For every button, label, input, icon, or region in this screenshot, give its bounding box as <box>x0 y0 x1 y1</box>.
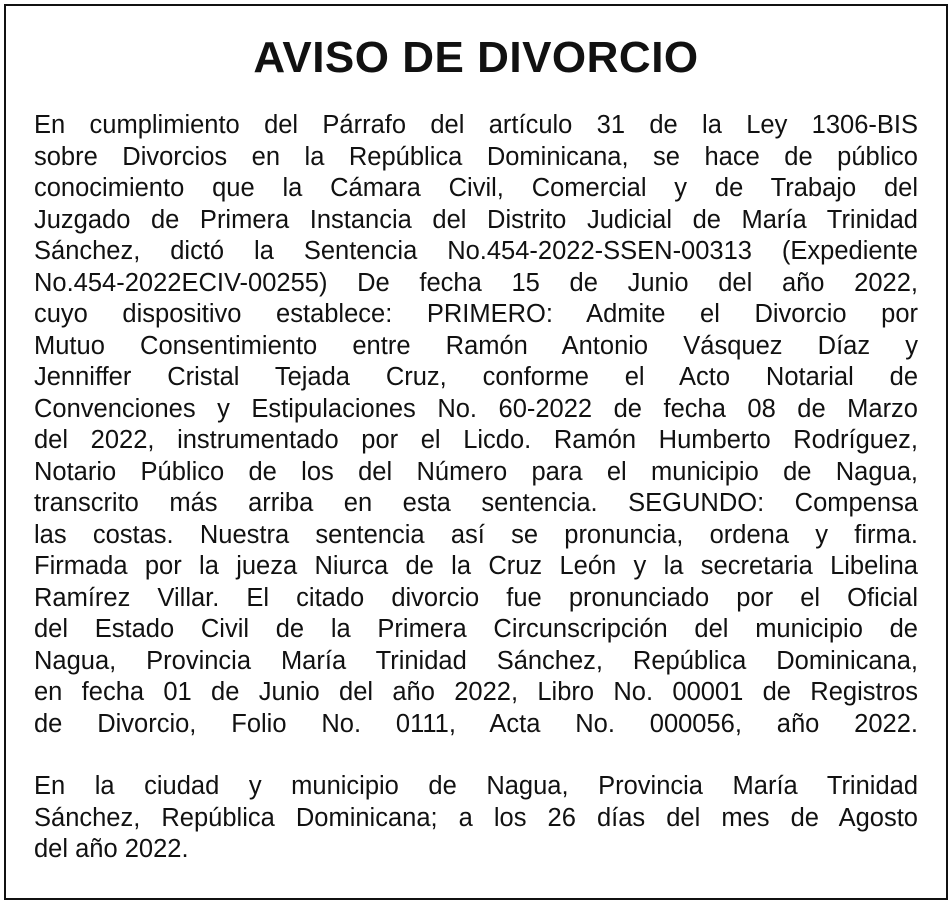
notice-line: Sánchez, dictó la Sentencia No.454-2022-SSEN-00313 (Expediente <box>34 237 918 265</box>
closing-line: En la ciudad y municipio de Nagua, Provincia María Trinidad <box>34 772 918 800</box>
notice-line: Mutuo Consentimiento entre Ramón Antonio Vásquez Díaz y <box>34 331 918 360</box>
notice-line: Jenniffer Cristal Tejada Cruz, conforme el Acto Notarial de <box>34 363 918 391</box>
notice-line: sobre Divorcios en la República Dominicana, se hace de público <box>34 142 918 171</box>
divorce-notice <box>4 4 948 900</box>
notice-line: Firmada por la jueza Niurca de la Cruz León y la secretaria Libelina <box>34 552 918 580</box>
notice-line: Nagua, Provincia María Trinidad Sánchez, República Dominicana, <box>34 646 918 675</box>
notice-line: Convenciones y Estipulaciones No. 60-2022 de fecha 08 de Marzo <box>34 394 918 423</box>
paragraph-spacer <box>34 740 918 771</box>
notice-line: del Estado Civil de la Primera Circunscripción del municipio de <box>34 615 918 643</box>
notice-line: En cumplimiento del Párrafo del artículo 31 de la Ley 1306-BIS <box>34 111 918 139</box>
notice-line: No.454-2022ECIV-00255) De fecha 15 de Junio del año 2022, <box>34 268 918 297</box>
notice-line: conocimiento que la Cámara Civil, Comercial y de Trabajo del <box>34 174 918 202</box>
notice-body <box>34 110 918 866</box>
closing-line: Sánchez, República Dominicana; a los 26 días del mes de Agosto <box>34 803 918 832</box>
notice-line: cuyo dispositivo establece: PRIMERO: Admite el Divorcio por <box>34 300 918 328</box>
notice-line: transcrito más arriba en esta sentencia. SEGUNDO: Compensa <box>34 489 918 517</box>
notice-line: Ramírez Villar. El citado divorcio fue pronunciado por el Oficial <box>34 583 918 612</box>
notice-title: AVISO DE DIVORCIO <box>253 33 699 82</box>
notice-line: del 2022, instrumentado por el Licdo. Ramón Humberto Rodríguez, <box>34 426 918 454</box>
notice-line: las costas. Nuestra sentencia así se pronuncia, ordena y firma. <box>34 520 918 549</box>
notice-line: de Divorcio, Folio No. 0111, Acta No. 000056, año 2022. <box>34 709 918 738</box>
notice-line: Juzgado de Primera Instancia del Distrito Judicial de María Trinidad <box>34 205 918 234</box>
notice-line: en fecha 01 de Junio del año 2022, Libro No. 00001 de Registros <box>34 678 918 706</box>
notice-line: Notario Público de los del Número para el municipio de Nagua, <box>34 457 918 486</box>
closing-line: del año 2022. <box>34 835 189 863</box>
